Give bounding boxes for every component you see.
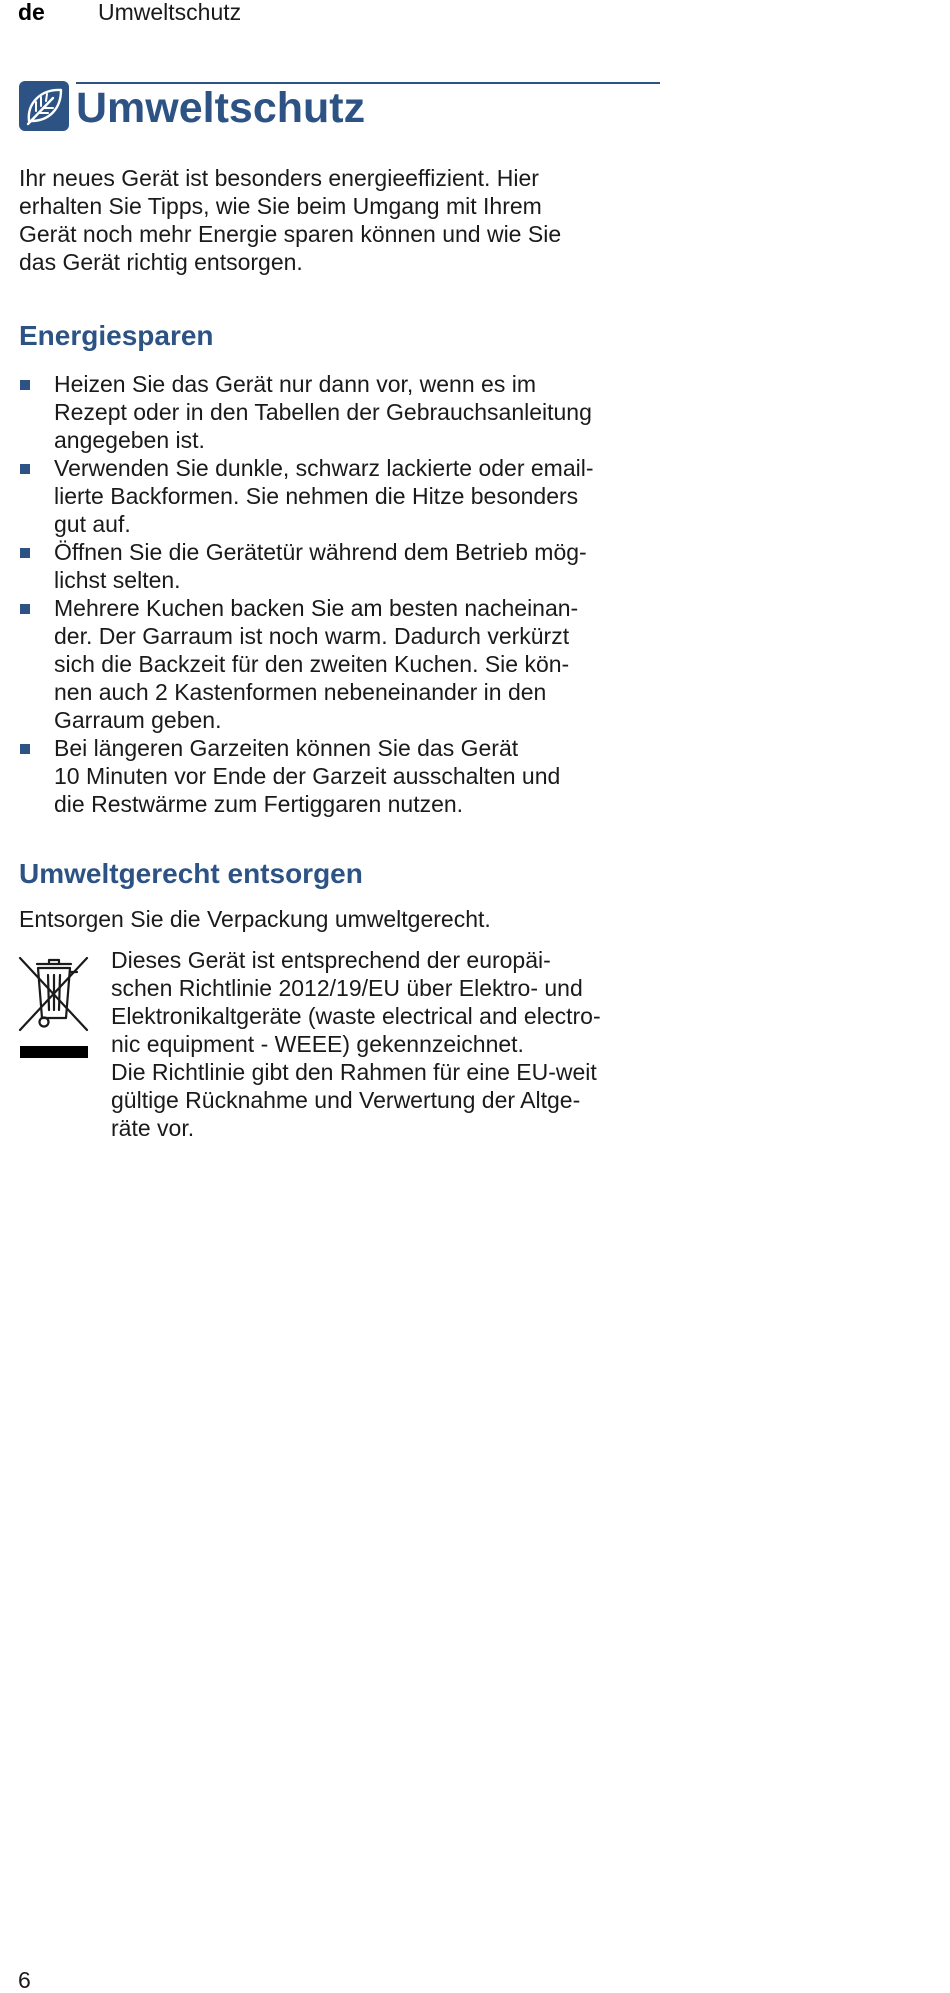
bullet-square-icon [20, 744, 30, 754]
item-line: sich die Backzeit für den zweiten Kuchen. Sie kön- [54, 651, 570, 677]
energy-heading: Energiesparen [19, 320, 214, 351]
page-title: Umweltschutz [76, 84, 366, 132]
intro-line: Gerät noch mehr Energie sparen können und wie Sie [19, 221, 562, 247]
weee-line: Elektronikaltgeräte (waste electrical and electro- [111, 1003, 601, 1029]
item-line: Öffnen Sie die Gerätetür während dem Betrieb mög- [54, 539, 587, 565]
item-line: nen auch 2 Kastenformen nebeneinander in den [54, 679, 547, 705]
weee-line: Die Richtlinie gibt den Rahmen für eine EU-weit [111, 1059, 597, 1085]
intro-line: das Gerät richtig entsorgen. [19, 249, 303, 275]
disposal-heading: Umweltgerecht entsorgen [19, 858, 363, 889]
bullet-square-icon [20, 464, 30, 474]
intro-line: Ihr neues Gerät ist besonders energieeffizient. Hier [19, 165, 539, 191]
list-item [19, 538, 664, 594]
item-line: Mehrere Kuchen backen Sie am besten nacheinan- [54, 595, 579, 621]
list-item [19, 594, 664, 734]
item-line: der. Der Garraum ist noch warm. Dadurch verkürzt [54, 623, 570, 649]
list-item [19, 454, 664, 538]
item-line: 10 Minuten vor Ende der Garzeit ausschalten und [54, 763, 561, 789]
item-line: Rezept oder in den Tabellen der Gebrauchsanleitung [54, 399, 592, 425]
item-line: Heizen Sie das Gerät nur dann vor, wenn es im [54, 371, 536, 397]
intro-paragraph [19, 164, 659, 276]
leaf-icon [19, 81, 69, 131]
bullet-square-icon [20, 380, 30, 390]
item-line: lierte Backformen. Sie nehmen die Hitze besonders [54, 483, 579, 509]
weee-line: Dieses Gerät ist entsprechend der europäi- [111, 947, 551, 973]
item-line: die Restwärme zum Fertiggaren nutzen. [54, 791, 464, 817]
item-line: gut auf. [54, 511, 131, 537]
weee-line: gültige Rücknahme und Verwertung der Altge- [111, 1087, 581, 1113]
bullet-square-icon [20, 604, 30, 614]
header-section-title: Umweltschutz [98, 0, 242, 25]
list-item [19, 734, 664, 818]
intro-line: erhalten Sie Tipps, wie Sie beim Umgang mit Ihrem [19, 193, 542, 219]
weee-line: räte vor. [111, 1115, 195, 1141]
crossed-out-wheelie-bin-icon [17, 950, 91, 1060]
weee-line: nic equipment - WEEE) gekennzeichnet. [111, 1031, 524, 1057]
item-line: Bei längeren Garzeiten können Sie das Gerät [54, 735, 519, 761]
page-header [18, 0, 242, 26]
energy-tips-list [19, 370, 664, 818]
item-line: lichst selten. [54, 567, 181, 593]
item-line: Garraum geben. [54, 707, 222, 733]
item-line: angegeben ist. [54, 427, 205, 453]
weee-line: schen Richtlinie 2012/19/EU über Elektro- und [111, 975, 583, 1001]
language-code: de [18, 0, 45, 25]
item-line: Verwenden Sie dunkle, schwarz lackierte oder email- [54, 455, 594, 481]
packaging-disposal-text: Entsorgen Sie die Verpackung umweltgerecht. [19, 906, 491, 932]
page-number: 6 [18, 1967, 31, 1993]
weee-directive-text [111, 946, 656, 1142]
list-item [19, 370, 664, 454]
bullet-square-icon [20, 548, 30, 558]
